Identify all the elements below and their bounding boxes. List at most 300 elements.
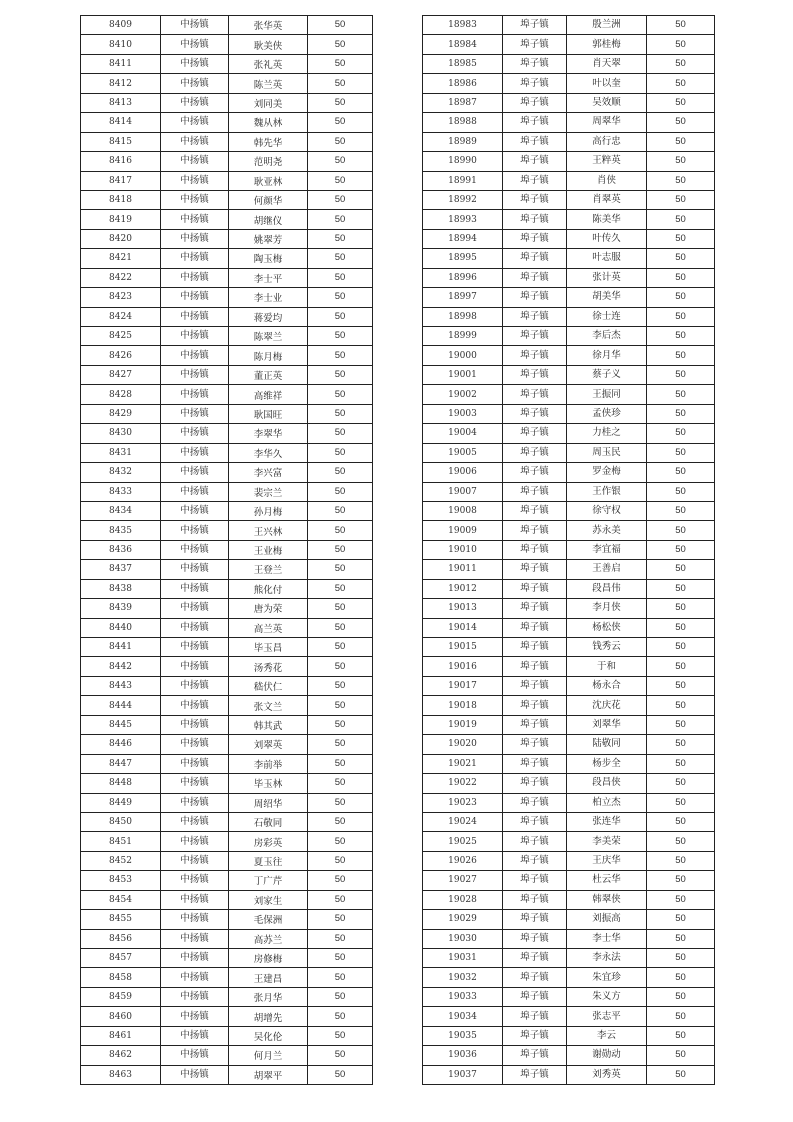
amount-cell: 50: [647, 910, 715, 929]
serial-number-cell: 8456: [81, 929, 161, 948]
person-name-text: 高苏兰: [253, 934, 283, 946]
amount-cell: 50: [308, 132, 373, 151]
table-row: [423, 210, 715, 229]
table-row: [81, 521, 373, 540]
person-name-text: 陶玉梅: [253, 254, 283, 266]
serial-number-cell: 19032: [423, 968, 503, 987]
town-cell: 埠子镇: [503, 443, 567, 462]
serial-number-cell: 18998: [423, 307, 503, 326]
person-name-text: 韩先华: [253, 137, 283, 149]
table-row: [81, 910, 373, 929]
town-cell: 埠子镇: [503, 987, 567, 1006]
serial-number-cell: 19036: [423, 1046, 503, 1065]
amount-cell: 50: [647, 618, 715, 637]
person-name-cell: 王庆华: [567, 851, 647, 870]
amount-cell: 50: [647, 579, 715, 598]
serial-number-cell: 19014: [423, 618, 503, 637]
person-name-text: 王登兰: [253, 565, 283, 577]
person-name-cell: [229, 132, 308, 151]
table-row: [81, 1065, 373, 1084]
amount-cell: 50: [308, 16, 373, 35]
amount-cell: 50: [308, 696, 373, 715]
table-row: [81, 113, 373, 132]
serial-number-cell: 19023: [423, 793, 503, 812]
serial-number-cell: 19005: [423, 443, 503, 462]
person-name-text: 蒋爱均: [253, 312, 283, 324]
town-cell: 埠子镇: [503, 521, 567, 540]
serial-number-cell: 18994: [423, 229, 503, 248]
town-cell: 中扬镇: [161, 171, 229, 190]
serial-number-cell: 8423: [81, 288, 161, 307]
serial-number-cell: 8440: [81, 618, 161, 637]
serial-number-cell: 8453: [81, 871, 161, 890]
person-name-cell: 杨永合: [567, 676, 647, 695]
table-row: [423, 346, 715, 365]
left-roster-table: [80, 15, 373, 1085]
table-row: [423, 696, 715, 715]
person-name-cell: [229, 54, 308, 73]
serial-number-cell: 8431: [81, 443, 161, 462]
amount-cell: 50: [308, 327, 373, 346]
serial-number-cell: 8436: [81, 540, 161, 559]
town-cell: 中扬镇: [161, 346, 229, 365]
table-row: [81, 579, 373, 598]
serial-number-cell: 8411: [81, 54, 161, 73]
serial-number-cell: 18995: [423, 249, 503, 268]
table-row: [423, 793, 715, 812]
table-row: [423, 288, 715, 307]
person-name-text: 刘翠英: [253, 740, 283, 752]
table-row: [81, 288, 373, 307]
person-name-text: 房修梅: [253, 954, 283, 966]
person-name-cell: [229, 968, 308, 987]
serial-number-cell: 19021: [423, 754, 503, 773]
person-name-cell: [229, 696, 308, 715]
person-name-cell: [229, 443, 308, 462]
town-cell: 中扬镇: [161, 210, 229, 229]
serial-number-cell: 8454: [81, 890, 161, 909]
town-cell: 中扬镇: [161, 832, 229, 851]
serial-number-cell: 19030: [423, 929, 503, 948]
person-name-cell: 罗金梅: [567, 463, 647, 482]
town-cell: 中扬镇: [161, 987, 229, 1006]
person-name-cell: [229, 832, 308, 851]
person-name-cell: 苏永美: [567, 521, 647, 540]
amount-cell: 50: [308, 1026, 373, 1045]
person-name-cell: 沈庆花: [567, 696, 647, 715]
table-row: [81, 832, 373, 851]
amount-cell: 50: [647, 268, 715, 287]
town-cell: 中扬镇: [161, 113, 229, 132]
serial-number-cell: 18987: [423, 93, 503, 112]
table-row: [81, 638, 373, 657]
serial-number-cell: 18997: [423, 288, 503, 307]
serial-number-cell: 8450: [81, 812, 161, 831]
person-name-cell: [229, 754, 308, 773]
person-name-cell: 殷兰洲: [567, 16, 647, 35]
serial-number-cell: 19000: [423, 346, 503, 365]
person-name-cell: [229, 676, 308, 695]
table-row: [81, 190, 373, 209]
serial-number-cell: 18992: [423, 190, 503, 209]
person-name-cell: [229, 618, 308, 637]
amount-cell: 50: [308, 210, 373, 229]
serial-number-cell: 8448: [81, 774, 161, 793]
amount-cell: 50: [647, 327, 715, 346]
table-row: [81, 365, 373, 384]
serial-number-cell: 8410: [81, 35, 161, 54]
amount-cell: 50: [308, 346, 373, 365]
person-name-cell: 王作银: [567, 482, 647, 501]
town-cell: 中扬镇: [161, 638, 229, 657]
person-name-cell: [229, 715, 308, 734]
amount-cell: 50: [308, 443, 373, 462]
serial-number-cell: 8451: [81, 832, 161, 851]
person-name-cell: [229, 910, 308, 929]
town-cell: 中扬镇: [161, 735, 229, 754]
table-row: [423, 113, 715, 132]
person-name-cell: 徐月华: [567, 346, 647, 365]
town-cell: 埠子镇: [503, 832, 567, 851]
table-row: [81, 676, 373, 695]
amount-cell: 50: [308, 482, 373, 501]
serial-number-cell: 19033: [423, 987, 503, 1006]
person-name-text: 胡继仪: [253, 215, 283, 227]
serial-number-cell: 8441: [81, 638, 161, 657]
person-name-text: 胡增先: [253, 1012, 283, 1024]
table-row: [423, 949, 715, 968]
town-cell: 中扬镇: [161, 16, 229, 35]
town-cell: 中扬镇: [161, 1007, 229, 1026]
person-name-cell: [229, 851, 308, 870]
person-name-text: 李华久: [253, 448, 283, 460]
table-row: [423, 774, 715, 793]
person-name-cell: 胡美华: [567, 288, 647, 307]
serial-number-cell: 18989: [423, 132, 503, 151]
serial-number-cell: 19016: [423, 657, 503, 676]
person-name-cell: 周玉民: [567, 443, 647, 462]
amount-cell: 50: [647, 774, 715, 793]
person-name-cell: 杨松侠: [567, 618, 647, 637]
person-name-cell: [229, 113, 308, 132]
table-row: [81, 424, 373, 443]
serial-number-cell: 18984: [423, 35, 503, 54]
amount-cell: 50: [308, 871, 373, 890]
town-cell: 埠子镇: [503, 599, 567, 618]
town-cell: 埠子镇: [503, 35, 567, 54]
serial-number-cell: 18999: [423, 327, 503, 346]
person-name-cell: [229, 657, 308, 676]
serial-number-cell: 8422: [81, 268, 161, 287]
person-name-cell: [229, 560, 308, 579]
table-row: [81, 268, 373, 287]
table-row: [81, 871, 373, 890]
table-row: [81, 171, 373, 190]
serial-number-cell: 8444: [81, 696, 161, 715]
town-cell: 中扬镇: [161, 521, 229, 540]
serial-number-cell: 19007: [423, 482, 503, 501]
town-cell: 中扬镇: [161, 463, 229, 482]
person-name-cell: 王振同: [567, 385, 647, 404]
person-name-text: 陈翠兰: [253, 332, 283, 344]
town-cell: 埠子镇: [503, 171, 567, 190]
table-row: [423, 540, 715, 559]
person-name-text: 李士平: [253, 273, 283, 285]
table-row: [423, 268, 715, 287]
table-row: [423, 327, 715, 346]
table-row: [81, 890, 373, 909]
town-cell: 中扬镇: [161, 871, 229, 890]
serial-number-cell: 8424: [81, 307, 161, 326]
town-cell: 中扬镇: [161, 404, 229, 423]
serial-number-cell: 19015: [423, 638, 503, 657]
table-row: [423, 521, 715, 540]
amount-cell: 50: [647, 1046, 715, 1065]
table-row: [423, 307, 715, 326]
amount-cell: 50: [308, 929, 373, 948]
serial-number-cell: 18983: [423, 16, 503, 35]
town-cell: 中扬镇: [161, 365, 229, 384]
town-cell: 埠子镇: [503, 579, 567, 598]
table-row: [423, 35, 715, 54]
person-name-cell: [229, 812, 308, 831]
table-row: [423, 385, 715, 404]
serial-number-cell: 8415: [81, 132, 161, 151]
person-name-cell: 张计英: [567, 268, 647, 287]
person-name-cell: [229, 249, 308, 268]
serial-number-cell: 8449: [81, 793, 161, 812]
town-cell: 埠子镇: [503, 1046, 567, 1065]
person-name-cell: 叶以奎: [567, 74, 647, 93]
person-name-cell: 张连华: [567, 812, 647, 831]
town-cell: 埠子镇: [503, 365, 567, 384]
serial-number-cell: 19004: [423, 424, 503, 443]
amount-cell: 50: [647, 346, 715, 365]
town-cell: 埠子镇: [503, 638, 567, 657]
person-name-cell: 王善启: [567, 560, 647, 579]
town-cell: 中扬镇: [161, 1046, 229, 1065]
serial-number-cell: 8419: [81, 210, 161, 229]
town-cell: 中扬镇: [161, 676, 229, 695]
person-name-cell: [229, 424, 308, 443]
amount-cell: 50: [647, 229, 715, 248]
town-cell: 埠子镇: [503, 1065, 567, 1084]
serial-number-cell: 8426: [81, 346, 161, 365]
amount-cell: 50: [308, 424, 373, 443]
serial-number-cell: 8428: [81, 385, 161, 404]
amount-cell: 50: [647, 949, 715, 968]
town-cell: 埠子镇: [503, 890, 567, 909]
person-name-cell: 段昌侠: [567, 774, 647, 793]
left-table-body: [81, 16, 373, 1085]
person-name-text: 石敬同: [253, 818, 283, 830]
amount-cell: 50: [647, 288, 715, 307]
amount-cell: 50: [308, 579, 373, 598]
town-cell: 埠子镇: [503, 404, 567, 423]
table-row: [81, 968, 373, 987]
person-name-cell: [229, 987, 308, 1006]
serial-number-cell: 19025: [423, 832, 503, 851]
table-row: [81, 1007, 373, 1026]
serial-number-cell: 18993: [423, 210, 503, 229]
town-cell: 中扬镇: [161, 424, 229, 443]
person-name-text: 丁广芹: [253, 876, 283, 888]
town-cell: 埠子镇: [503, 113, 567, 132]
town-cell: 中扬镇: [161, 890, 229, 909]
person-name-cell: [229, 1026, 308, 1045]
person-name-cell: 钱秀云: [567, 638, 647, 657]
table-row: [423, 1065, 715, 1084]
serial-number-cell: 19022: [423, 774, 503, 793]
amount-cell: 50: [308, 74, 373, 93]
amount-cell: 50: [308, 152, 373, 171]
table-row: [423, 1046, 715, 1065]
table-row: [423, 754, 715, 773]
town-cell: 埠子镇: [503, 676, 567, 695]
amount-cell: 50: [647, 463, 715, 482]
serial-number-cell: 8418: [81, 190, 161, 209]
serial-number-cell: 8416: [81, 152, 161, 171]
town-cell: 中扬镇: [161, 307, 229, 326]
table-row: [81, 540, 373, 559]
amount-cell: 50: [647, 968, 715, 987]
amount-cell: 50: [308, 890, 373, 909]
person-name-cell: 吴效顺: [567, 93, 647, 112]
person-name-cell: [229, 482, 308, 501]
amount-cell: 50: [647, 812, 715, 831]
town-cell: 中扬镇: [161, 443, 229, 462]
serial-number-cell: 19002: [423, 385, 503, 404]
amount-cell: 50: [647, 171, 715, 190]
amount-cell: 50: [647, 871, 715, 890]
serial-number-cell: 8458: [81, 968, 161, 987]
person-name-cell: [229, 74, 308, 93]
town-cell: 埠子镇: [503, 288, 567, 307]
serial-number-cell: 8437: [81, 560, 161, 579]
town-cell: 中扬镇: [161, 152, 229, 171]
amount-cell: 50: [308, 113, 373, 132]
town-cell: 埠子镇: [503, 696, 567, 715]
person-name-cell: 李宜福: [567, 540, 647, 559]
amount-cell: 50: [308, 812, 373, 831]
amount-cell: 50: [308, 288, 373, 307]
serial-number-cell: 8409: [81, 16, 161, 35]
person-name-text: 韩其武: [253, 720, 283, 732]
table-row: [423, 987, 715, 1006]
amount-cell: 50: [647, 832, 715, 851]
town-cell: 中扬镇: [161, 618, 229, 637]
person-name-text: 陈月梅: [253, 351, 283, 363]
town-cell: 埠子镇: [503, 307, 567, 326]
table-row: [423, 910, 715, 929]
table-row: [81, 132, 373, 151]
amount-cell: 50: [647, 385, 715, 404]
table-row: [423, 443, 715, 462]
serial-number-cell: 8447: [81, 754, 161, 773]
amount-cell: 50: [647, 696, 715, 715]
table-row: [81, 35, 373, 54]
serial-number-cell: 8462: [81, 1046, 161, 1065]
town-cell: 埠子镇: [503, 210, 567, 229]
town-cell: 中扬镇: [161, 35, 229, 54]
town-cell: 中扬镇: [161, 754, 229, 773]
town-cell: 埠子镇: [503, 929, 567, 948]
person-name-cell: [229, 735, 308, 754]
person-name-cell: 柏立杰: [567, 793, 647, 812]
person-name-cell: 徐士连: [567, 307, 647, 326]
town-cell: 埠子镇: [503, 268, 567, 287]
person-name-text: 唐为荣: [253, 604, 283, 616]
person-name-cell: [229, 890, 308, 909]
table-row: [81, 482, 373, 501]
person-name-cell: [229, 307, 308, 326]
table-row: [423, 735, 715, 754]
person-name-text: 张礼英: [253, 60, 283, 72]
serial-number-cell: 8417: [81, 171, 161, 190]
serial-number-cell: 8445: [81, 715, 161, 734]
person-name-text: 李前举: [253, 759, 283, 771]
serial-number-cell: 8460: [81, 1007, 161, 1026]
amount-cell: 50: [308, 307, 373, 326]
table-row: [81, 210, 373, 229]
town-cell: 埠子镇: [503, 793, 567, 812]
table-row: [81, 74, 373, 93]
town-cell: 中扬镇: [161, 54, 229, 73]
table-row: [423, 871, 715, 890]
table-row: [81, 93, 373, 112]
table-row: [81, 754, 373, 773]
town-cell: 埠子镇: [503, 910, 567, 929]
person-name-text: 张文兰: [253, 701, 283, 713]
person-name-cell: 杨步全: [567, 754, 647, 773]
amount-cell: 50: [647, 93, 715, 112]
serial-number-cell: 8430: [81, 424, 161, 443]
amount-cell: 50: [308, 365, 373, 384]
serial-number-cell: 19034: [423, 1007, 503, 1026]
person-name-text: 毛保洲: [253, 915, 283, 927]
person-name-cell: 蔡子义: [567, 365, 647, 384]
person-name-cell: 叶志服: [567, 249, 647, 268]
serial-number-cell: 8413: [81, 93, 161, 112]
person-name-text: 夏玉往: [253, 857, 283, 869]
serial-number-cell: 8434: [81, 501, 161, 520]
amount-cell: 50: [647, 599, 715, 618]
table-row: [81, 346, 373, 365]
town-cell: 中扬镇: [161, 501, 229, 520]
person-name-cell: 于和: [567, 657, 647, 676]
town-cell: 埠子镇: [503, 385, 567, 404]
person-name-text: 耿亚林: [253, 176, 283, 188]
serial-number-cell: 19006: [423, 463, 503, 482]
amount-cell: 50: [308, 657, 373, 676]
person-name-cell: [229, 365, 308, 384]
person-name-text: 汤秀花: [253, 662, 283, 674]
person-name-text: 王兴林: [253, 526, 283, 538]
amount-cell: 50: [647, 715, 715, 734]
person-name-cell: 叶传久: [567, 229, 647, 248]
person-name-cell: 李美荣: [567, 832, 647, 851]
table-row: [81, 385, 373, 404]
amount-cell: 50: [308, 268, 373, 287]
serial-number-cell: 8459: [81, 987, 161, 1006]
person-name-cell: 李月侠: [567, 599, 647, 618]
person-name-text: 裴宗兰: [253, 487, 283, 499]
person-name-cell: 张志平: [567, 1007, 647, 1026]
town-cell: 埠子镇: [503, 463, 567, 482]
amount-cell: 50: [308, 404, 373, 423]
amount-cell: 50: [647, 929, 715, 948]
amount-cell: 50: [647, 754, 715, 773]
